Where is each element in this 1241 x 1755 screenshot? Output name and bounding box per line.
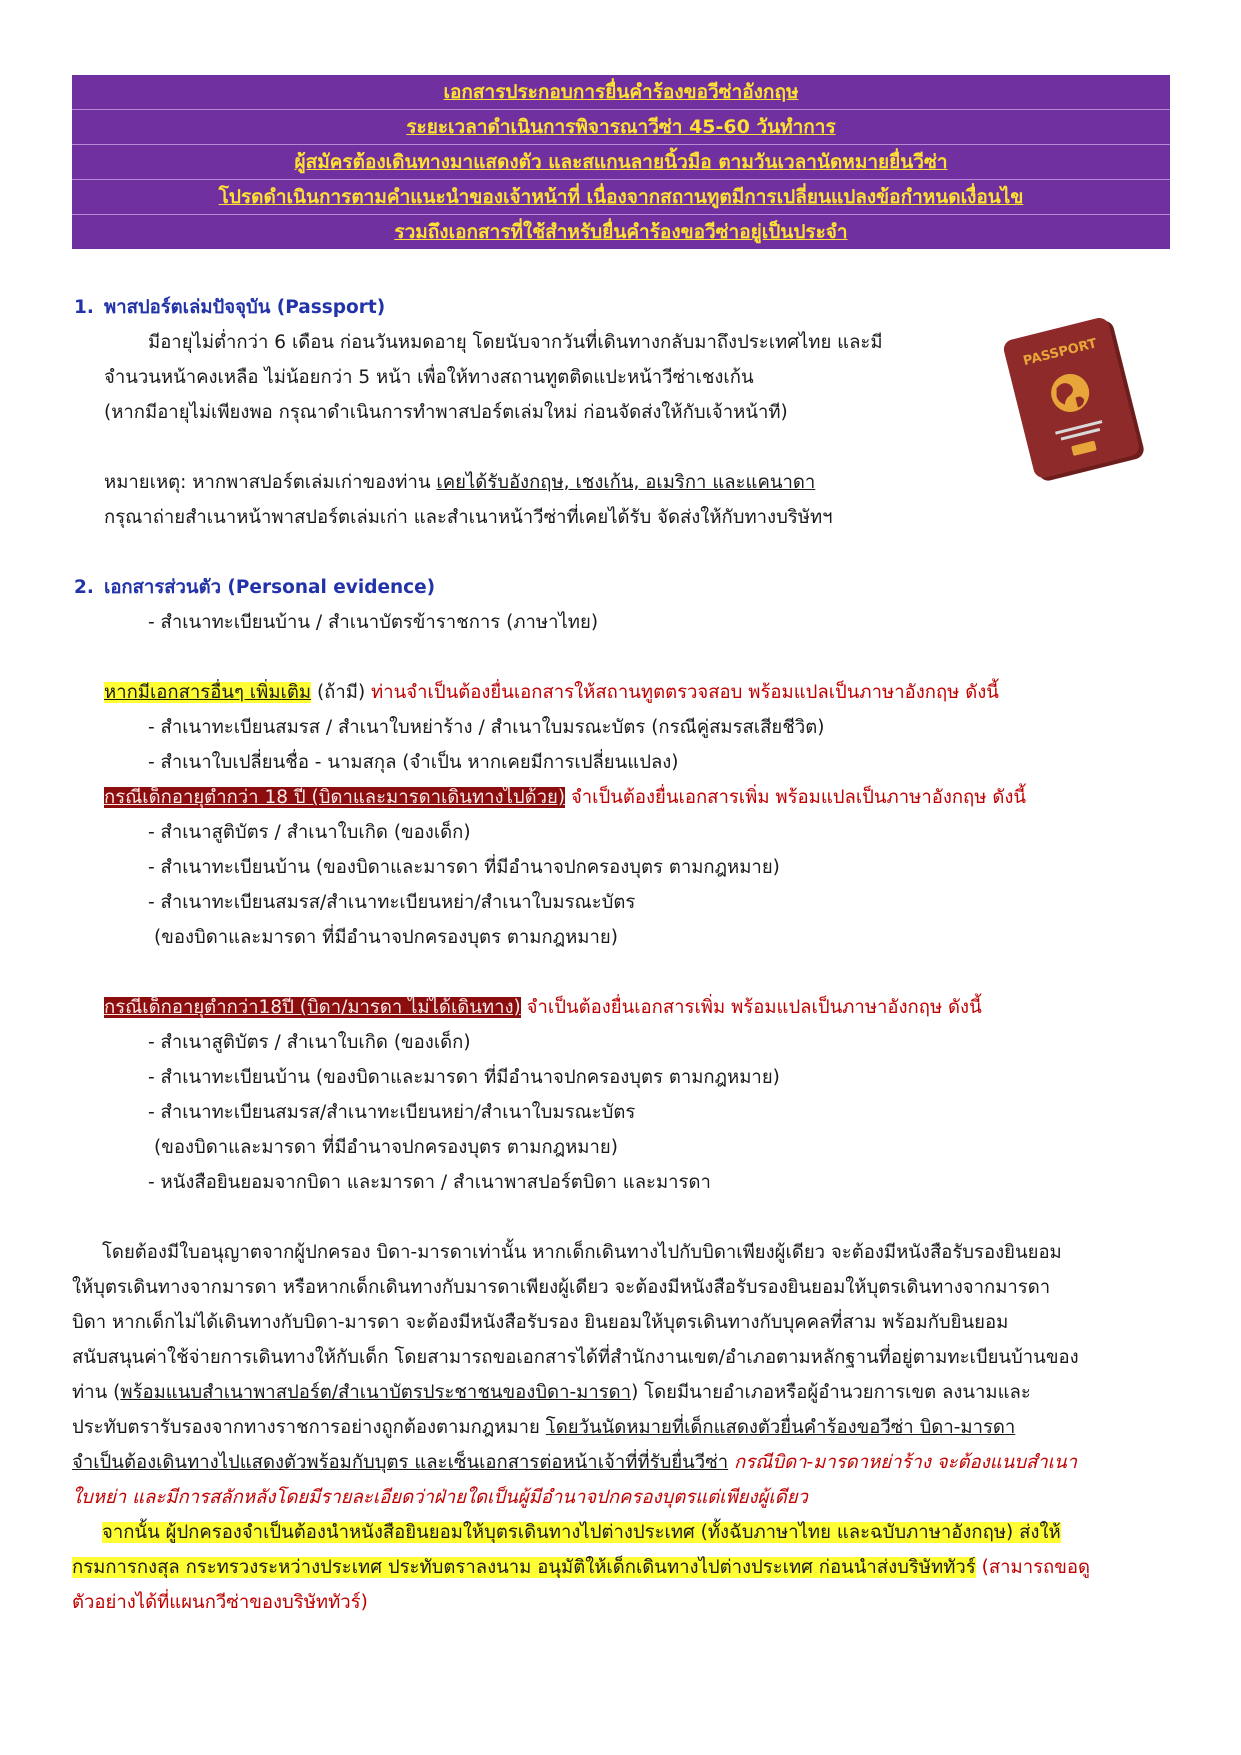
paragraph-line: ตัวอย่างได้ที่แผนกวีซ่าของบริษัททัวร์)	[72, 1592, 368, 1613]
child-document-item: - สำเนาทะเบียนบ้าน (ของบิดาและมารดา ที่มีอำนาจปกครองบุตร ตามกฎหมาย)	[148, 857, 780, 878]
passport-label: PASSPORT	[1021, 336, 1099, 370]
child-document-item-note: (ของบิดาและมารดา ที่มีอำนาจปกครองบุตร ตามกฎหมาย)	[154, 927, 618, 948]
banner-instructions: โปรดดำเนินการตามคำแนะนำของเจ้าหน้าที่ เนื่องจากสถานทูตมีการเปลี่ยนแปลงข้อกำหนดเงื่อนไข	[72, 180, 1170, 215]
extra-documents-heading: หากมีเอกสารอื่นๆ เพิ่มเติม (ถ้ามี) ท่านจำเป็นต้องยื่นเอกสารให้สถานทูตตรวจสอบ พร้อมแปลเป็นภาษาอังกฤษ ดังนี้	[104, 682, 999, 703]
child-without-parents-heading: กรณีเด็กอายุต่ำกว่า18ปี (บิดา/มารดา ไม่ได้เดินทาง) จำเป็นต้องยื่นเอกสารเพิ่ม พร้อมแปลเป็นภาษาอังกฤษ ดังนี้	[104, 997, 982, 1018]
passport-note-line-2: กรุณาถ่ายสำเนาหน้าพาสปอร์ตเล่มเก่า และสำเนาหน้าวีซ่าที่เคยได้รับ จัดส่งให้กับทางบริษัทฯ	[104, 507, 833, 528]
child-document-item: - สำเนาสูติบัตร / สำเนาใบเกิด (ของเด็ก)	[148, 822, 471, 843]
passport-requirement-line-1: มีอายุไม่ต่ำกว่า 6 เดือน ก่อนวันหมดอายุ โดยนับจากวันที่เดินทางกลับมาถึงประเทศไทย และมี	[148, 332, 883, 353]
child-document-item: - สำเนาทะเบียนบ้าน (ของบิดาและมารดา ที่มีอำนาจปกครองบุตร ตามกฎหมาย)	[148, 1067, 780, 1088]
passport-note: หมายเหตุ: หากพาสปอร์ตเล่มเก่าของท่าน เคยได้รับอังกฤษ, เชงเก้น, อเมริกา และแคนาดา	[104, 472, 816, 493]
consent-paragraph	[72, 1235, 1172, 1620]
extra-document-item: - สำเนาทะเบียนสมรส / สำเนาใบหย่าร้าง / สำเนาใบมรณะบัตร (กรณีคู่สมรสเสียชีวิต)	[148, 717, 825, 738]
header-banner	[72, 75, 1170, 249]
passport-requirement-line-2: จำนวนหน้าคงเหลือ ไม่น้อยกว่า 5 หน้า เพื่อให้ทางสถานทูตติดแปะหน้าวีซ่าเชงเก้น	[104, 367, 754, 388]
child-document-item: - สำเนาทะเบียนสมรส/สำเนาทะเบียนหย่า/สำเนาใบมรณะบัตร	[148, 1102, 636, 1123]
paragraph-line: ประทับตรารับรองจากทางราชการอย่างถูกต้องตามกฎหมาย โดยวันนัดหมายที่เด็กแสดงตัวยื่นคำร้องขอวีซ่า บิดา-มารดา	[72, 1417, 1016, 1438]
child-document-item-note: (ของบิดาและมารดา ที่มีอำนาจปกครองบุตร ตามกฎหมาย)	[154, 1137, 618, 1158]
child-with-parents-heading: กรณีเด็กอายุต่ำกว่า 18 ปี (บิดาและมารดาเดินทางไปด้วย) จำเป็นต้องยื่นเอกสารเพิ่ม พร้อมแปลเป็นภาษาอังกฤษ ดังนี้	[104, 787, 1027, 808]
paragraph-line: กรมการกงสุล กระทรวงระหว่างประเทศ ประทับตราลงนาม อนุมัติให้เด็กเดินทางไปต่างประเทศ ก่อนนำส่งบริษัททัวร์ (สามารถขอดู	[72, 1557, 1090, 1578]
paragraph-line: สนับสนุนค่าใช้จ่ายการเดินทางให้กับเด็ก โดยสามารถขอเอกสารได้ที่สำนักงานเขต/อำเภอตามหลักฐานที่อยู่ตามทะเบียนบ้านของ	[72, 1347, 1079, 1368]
passport-requirement-line-3: (หากมีอายุไม่เพียงพอ กรุณาดำเนินการทำพาสปอร์ตเล่มใหม่ ก่อนจัดส่งให้กับเจ้าหน้าที)	[104, 402, 788, 423]
child-document-item: - หนังสือยินยอมจากบิดา และมารดา / สำเนาพาสปอร์ตบิดา และมารดา	[148, 1172, 711, 1193]
banner-title: เอกสารประกอบการยื่นคำร้องขอวีซ่าอังกฤษ	[72, 75, 1170, 110]
paragraph-line: โดยต้องมีใบอนุญาตจากผู้ปกครอง บิดา-มารดาเท่านั้น หากเด็กเดินทางไปกับบิดาเพียงผู้เดียว จะต้องมีหนังสือรับรองยินยอม	[102, 1242, 1062, 1263]
paragraph-line: จำเป็นต้องเดินทางไปแสดงตัวพร้อมกับบุตร และเซ็นเอกสารต่อหน้าเจ้าที่ที่รับยื่นวีซ่า กรณีบิดา-มารดาหย่าร้าง จะต้องแนบสำเนา	[72, 1452, 1078, 1473]
child-document-item: - สำเนาสูติบัตร / สำเนาใบเกิด (ของเด็ก)	[148, 1032, 471, 1053]
child-document-item: - สำเนาทะเบียนสมรส/สำเนาทะเบียนหย่า/สำเนาใบมรณะบัตร	[148, 892, 636, 913]
paragraph-line: ท่าน (พร้อมแนบสำเนาพาสปอร์ต/สำเนาบัตรประชาชนของบิดา-มารดา) โดยมีนายอำเภอหรือผู้อำนวยการเขต ลงนามและ	[72, 1382, 1031, 1403]
basic-document-item: - สำเนาทะเบียนบ้าน / สำเนาบัตรข้าราชการ (ภาษาไทย)	[148, 612, 599, 633]
banner-appointment-note: ผู้สมัครต้องเดินทางมาแสดงตัว และสแกนลายนิ้วมือ ตามวันเวลานัดหมายยื่นวีซ่า	[72, 145, 1170, 180]
extra-document-item: - สำเนาใบเปลี่ยนชื่อ - นามสกุล (จำเป็น หากเคยมีการเปลี่ยนแปลง)	[148, 752, 679, 773]
paragraph-line: ให้บุตรเดินทางจากมารดา หรือหากเด็กเดินทางกับมารดาเพียงผู้เดียว จะต้องมีหนังสือรับรองยินยอมให้บุตรเดินทางจากมารดา	[72, 1277, 1051, 1298]
paragraph-line: บิดา หากเด็กไม่ได้เดินทางกับบิดา-มารดา จะต้องมีหนังสือรับรอง ยินยอมให้บุตรเดินทางกับบุคคลที่สาม พร้อมกับยินยอม	[72, 1312, 1009, 1333]
paragraph-line: จากนั้น ผู้ปกครองจำเป็นต้องนำหนังสือยินยอมให้บุตรเดินทางไปต่างประเทศ (ทั้งฉับภาษาไทย และฉบับภาษาอังกฤษ) ส่งให้	[102, 1522, 1061, 1543]
section-1-heading: 1. พาสปอร์ตเล่มปัจจุบัน (Passport)	[74, 297, 386, 318]
document-body	[74, 290, 1170, 1620]
section-2-heading: 2. เอกสารส่วนตัว (Personal evidence)	[74, 577, 436, 598]
banner-documents-note: รวมถึงเอกสารที่ใช้สำหรับยื่นคำร้องขอวีซ่าอยู่เป็นประจำ	[394, 221, 848, 243]
banner-processing-time: ระยะเวลาดำเนินการพิจารณาวีซ่า 45-60 วันทำการ	[72, 110, 1170, 145]
paragraph-line: ใบหย่า และมีการสลักหลังโดยมีรายละเอียดว่าฝ่ายใดเป็นผู้มีอำนาจปกครองบุตรแต่เพียงผู้เดียว	[72, 1487, 808, 1508]
